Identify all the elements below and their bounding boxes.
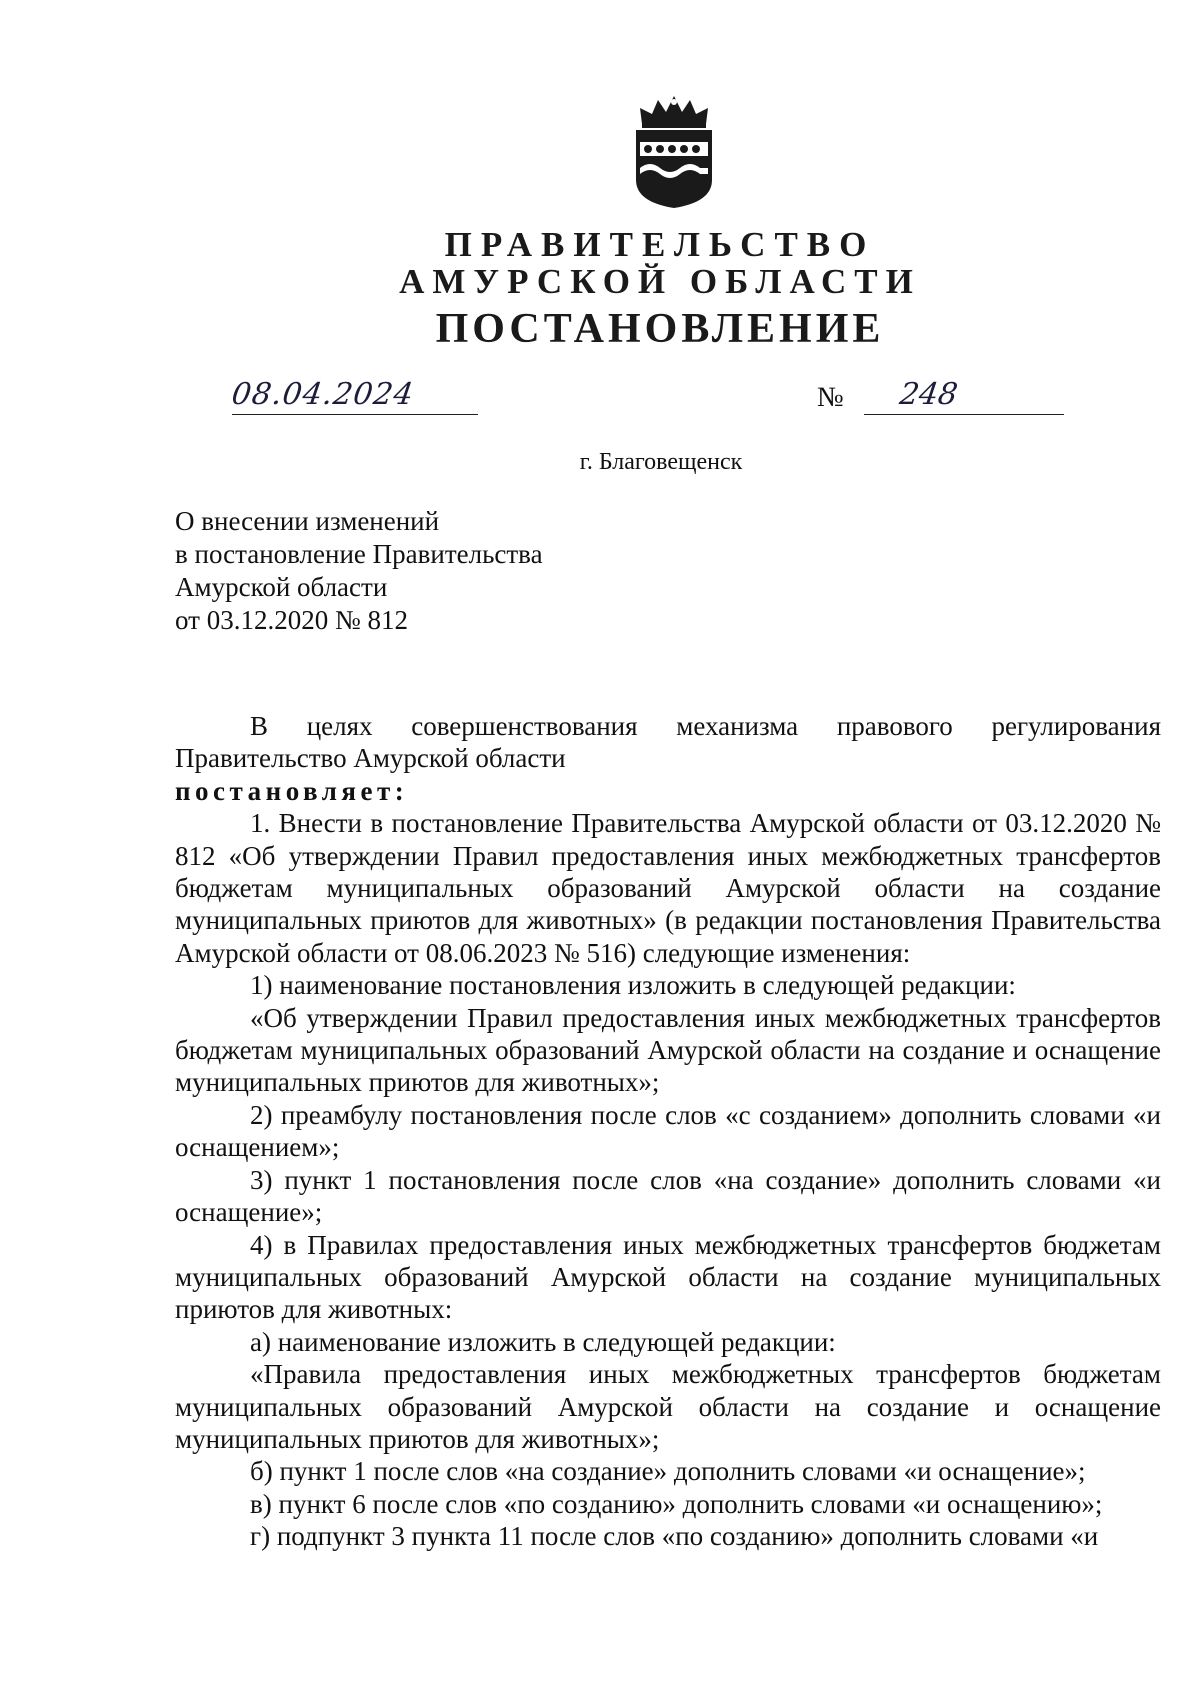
date-field — [229, 377, 478, 415]
subject-line: в постановление Правительства — [175, 539, 543, 569]
document-body — [175, 710, 1161, 1553]
government-title-line1: ПРАВИТЕЛЬСТВО — [444, 225, 876, 264]
subject-line: Амурской области — [175, 572, 388, 602]
government-title-line2: АМУРСКОЙ ОБЛАСТИ — [399, 262, 921, 301]
subject-line: от 03.12.2020 № 812 — [175, 605, 408, 635]
body-paragraph: 2) преамбулу постановления после слов «с созданием» дополнить словами «и оснащением»; — [175, 1099, 1161, 1163]
document-subject — [175, 505, 543, 637]
body-paragraph: «Об утверждении Правил предоставления иных межбюджетных трансфертов бюджетам муниципальных образований Амурской области на создание и оснащение муниципальных приютов для животных»; — [175, 1002, 1161, 1098]
body-paragraph: б) пункт 1 после слов «на создание» дополнить словами «и оснащение»; — [250, 1456, 1086, 1487]
number-sign: № — [817, 382, 844, 413]
city-line: г. Благовещенск — [579, 449, 743, 475]
handwritten-date: 08.04.2024 — [229, 377, 417, 412]
document-type-title: ПОСТАНОВЛЕНИЕ — [435, 306, 885, 352]
body-paragraph: 1. Внести в постановление Правительства Амурской области от 03.12.2020 № 812 «Об утверждении Правил предоставления иных межбюджетных трансфертов бюджетам муниципальных образований Амурской области на создание муниципальных приютов для животных» (в редакции постановления Правительства Амурской области от 08.06.2023 № 516) следующие изменения: — [175, 808, 1161, 968]
ruling-word: постановляет: — [175, 775, 409, 806]
body-paragraph: в) пункт 6 после слов «по созданию» дополнить словами «и оснащению»; — [250, 1488, 1103, 1519]
handwritten-number: 248 — [897, 377, 960, 412]
body-paragraph: г) подпункт 3 пункта 11 после слов «по созданию» дополнить словами «и — [250, 1521, 1099, 1552]
number-field — [864, 377, 1064, 415]
body-paragraph: 1) наименование постановления изложить в следующей редакции: — [250, 970, 1016, 1001]
coat-of-arms-emblem — [628, 94, 720, 210]
body-paragraph: «Правила предоставления иных межбюджетных трансфертов бюджетам муниципальных образований Амурской области на создание и оснащение муниципальных приютов для животных»; — [175, 1359, 1161, 1454]
body-paragraph: 4) в Правилах предоставления иных межбюджетных трансфертов бюджетам муниципальных образований Амурской области на создание муниципальных приютов для животных: — [175, 1229, 1161, 1325]
preamble-paragraph: В целях совершенствования механизма правового регулирования Правительство Амурской области — [175, 711, 1161, 774]
body-paragraph: 3) пункт 1 постановления после слов «на создание» дополнить словами «и оснащение»; — [175, 1164, 1161, 1228]
subject-line: О внесении изменений — [175, 506, 440, 536]
body-paragraph: а) наименование изложить в следующей редакции: — [250, 1326, 836, 1357]
